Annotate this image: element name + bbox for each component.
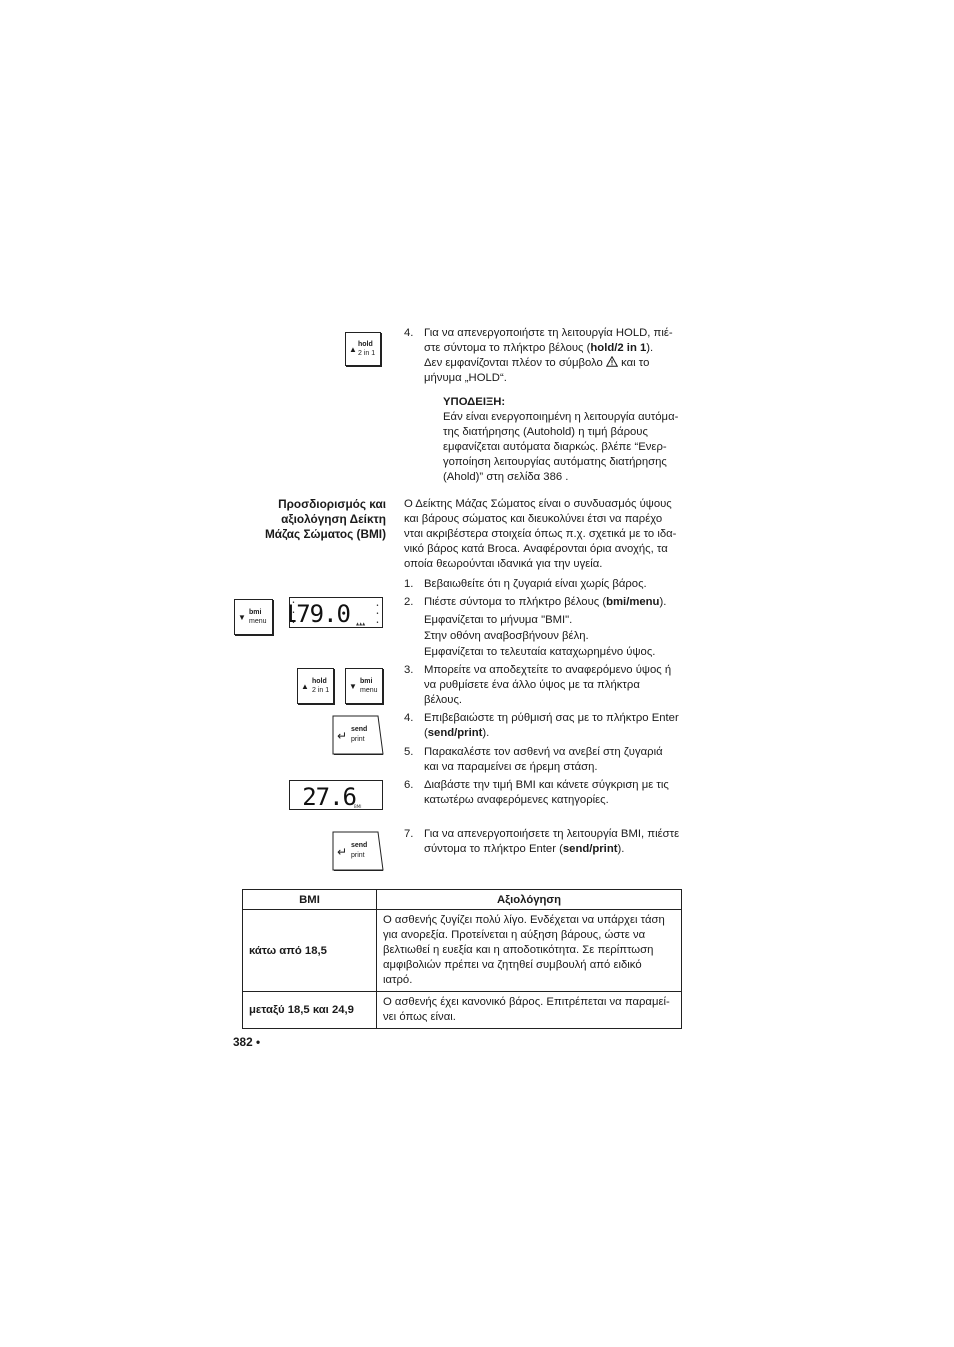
- note-line: Εάν είναι ενεργοποιημένη η λειτουργία αυτόμα-: [443, 411, 679, 423]
- section-heading: Προσδιορισμός και αξιολόγηση Δείκτη Μάζας Σώματος (BMI): [264, 497, 386, 541]
- hold-key[interactable]: [345, 332, 381, 366]
- arrow-down-icon: ▼: [349, 682, 357, 691]
- send-key[interactable]: ↵ send print: [332, 715, 384, 753]
- note-line: γοποίηση λειτουργίας αυτόματης διατήρησης: [443, 456, 667, 468]
- table-cell-description: Ο ασθενής ζυγίζει πολύ λίγο. Ενδέχεται να υπάρχει τάση για ανορεξία. Προτείνεται η αύξηση βάρους, ώστε να βελτιωθεί η ευεξία και η αποδοτικότητα. Σε περίπτωση αμφιβολιών πρέπει να ζητηθεί συμβουλή από ειδικό ιατρό.: [377, 910, 682, 992]
- send-key-step7[interactable]: ↵ send print: [332, 831, 384, 869]
- table-header-row: [243, 890, 682, 910]
- warning-triangle-icon: [606, 356, 618, 367]
- table-row: [243, 992, 682, 1029]
- svg-text:•: •: [376, 620, 379, 626]
- table-cell-label: μεταξύ 18,5 και 24,9: [243, 992, 377, 1029]
- svg-text:•: •: [292, 620, 295, 626]
- bmi-step-2: 2. Πιέστε σύντομα το πλήκτρο βέλους (bmi/menu). Εμφανίζεται το μήνυμα "BMI". Στην οθόνη αναβοσβήνουν βέλη. Εμφανίζεται το τελευταία καταχωρημένο ύψος.: [404, 596, 667, 658]
- arrow-up-icon: ▲: [349, 345, 357, 354]
- table-row: [243, 910, 682, 992]
- svg-text:▲▲▲: ▲▲▲: [356, 621, 366, 626]
- svg-text:•: •: [376, 611, 379, 617]
- bmi-display-readout: [290, 781, 382, 809]
- hold-key-label: hold: [358, 341, 373, 348]
- arrow-up-icon: ▲: [301, 682, 309, 691]
- bmi-step-4: 4. Επιβεβαιώστε τη ρύθμισή σας με το πλήκτρο Enter (send/print).: [404, 712, 679, 739]
- hold-key-sublabel: 2 in 1: [358, 350, 376, 357]
- section-intro: Ο Δείκτης Μάζας Σώματος είναι ο συνδυασμός ύψους και βάρους σώματος και διευκολύνει έτσι να παρέχο νται ακριβέστερα στοιχεία όπως π.χ. σχετικά με το ιδα- νικό βάρος κατά Broca. Αναφέρονται όρια ανοχής, τα οποία θεωρούνται ιδανικά για την υγεία.: [404, 498, 677, 570]
- bmi-table: [242, 889, 682, 1029]
- table-header-evaluation: Αξιολόγηση: [377, 890, 682, 910]
- bmi-step-3: 3. Μπορείτε να αποδεχτείτε το αναφερόμενο ύψος ή να ρυθμίσετε ένα άλλο ύψος με τα πλήκτρα βέλους.: [404, 664, 672, 706]
- note-title: ΥΠΟΔΕΙΞΗ:: [443, 396, 506, 408]
- bmi-step-7: 7. Για να απενεργοποιήσετε τη λειτουργία BMI, πιέστε σύντομα το πλήκτρο Enter (send/print).: [404, 828, 680, 855]
- table-cell-label: κάτω από 18,5: [243, 910, 377, 992]
- bmi-key-sublabel: menu: [249, 618, 267, 625]
- table-cell-description: Ο ασθενής έχει κανονικό βάρος. Επιτρέπεται να παραμεί- νει όπως είναι.: [377, 992, 682, 1029]
- note-line: εμφανίζεται αυτόματα διαρκώς. βλέπε “Ενερ-: [443, 441, 667, 453]
- bmi-display: [289, 780, 383, 810]
- height-display-readout: [290, 598, 382, 627]
- note-line: (Ahold)” στη σελίδα 386 .: [443, 471, 569, 483]
- hold-key-step3[interactable]: ▲ hold 2 in 1: [297, 668, 334, 704]
- bmi-step-6: 6. Διαβάστε την τιμή BMI και κάνετε σύγκριση με τις κατωτέρω αναφερόμενες κατηγορίες.: [404, 779, 669, 806]
- note-text: [443, 410, 703, 485]
- enter-arrow-icon: ↵: [337, 845, 348, 859]
- bmi-key[interactable]: [234, 599, 273, 635]
- page-number: 382 •: [233, 1035, 261, 1049]
- table-header-bmi: BMI: [243, 890, 377, 910]
- svg-text:•: •: [292, 610, 295, 616]
- bmi-key-label: bmi: [249, 609, 262, 616]
- height-value: 79.0: [296, 600, 350, 627]
- bmi-value: 27.6: [302, 783, 356, 809]
- height-display: [289, 597, 383, 628]
- bmi-step-5: 5. Παρακαλέστε τον ασθενή να ανεβεί στη ζυγαριά και να παραμείνει σε ήρεμη στάση.: [404, 746, 663, 773]
- svg-text:•: •: [376, 603, 379, 609]
- arrow-down-icon: ▼: [238, 613, 246, 622]
- svg-text:•: •: [292, 600, 295, 606]
- bmi-unit: BMI: [354, 804, 362, 809]
- hold-step-4: 4. Για να απενεργοποιήστε τη λειτουργία HOLD, πιέ- στε σύντομα το πλήκτρο βέλους (hold/2 in 1). Δεν εμφανίζονται πλέον το σύμβολο και το μήνυμα „HOLD“.: [404, 327, 673, 384]
- note-line: της διατήρησης (Autohold) η τιμή βάρους: [443, 426, 648, 438]
- bmi-key-step3[interactable]: ▼ bmi menu: [345, 668, 383, 704]
- enter-arrow-icon: ↵: [337, 729, 348, 743]
- bmi-step-1: 1. Βεβαιωθείτε ότι η ζυγαριά είναι χωρίς βάρος.: [404, 578, 647, 590]
- note-block: [443, 395, 703, 485]
